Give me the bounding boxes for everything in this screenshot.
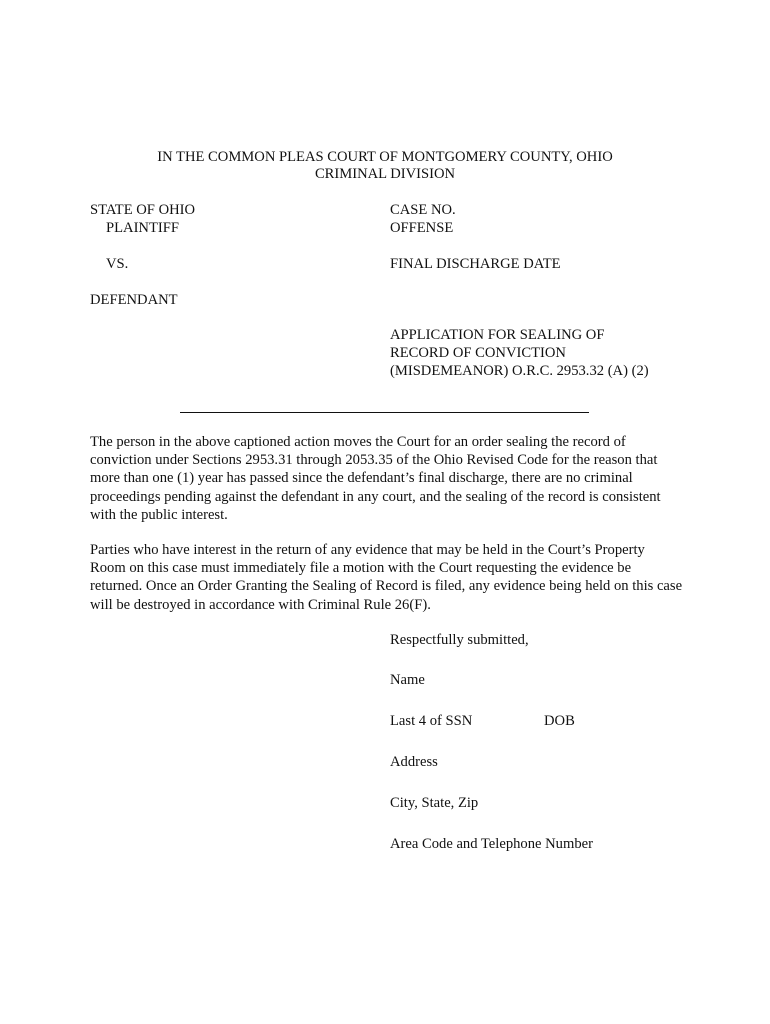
telephone-field-label: Area Code and Telephone Number bbox=[390, 836, 593, 852]
offense-label: OFFENSE bbox=[390, 220, 454, 236]
application-title-line-3: (MISDEMEANOR) O.R.C. 2953.32 (A) (2) bbox=[390, 363, 649, 379]
defendant-label: DEFENDANT bbox=[90, 292, 178, 308]
case-number-label: CASE NO. bbox=[390, 202, 456, 218]
address-field-label: Address bbox=[390, 754, 438, 770]
respectfully-submitted-text: Respectfully submitted, bbox=[390, 632, 529, 648]
motion-paragraph: The person in the above captioned action moves the Court for an order sealing the record of conviction under Sections 2953.31 through 2053.35 of the Ohio Revised Code for the reason that more than one (1) year has passed since the defendant’s final discharge, there are no criminal proceedings pending against the defendant in any court, and the sealing of the record is consistent with the public interest. bbox=[90, 434, 661, 523]
caption-divider-line bbox=[180, 412, 589, 413]
division-line: CRIMINAL DIVISION bbox=[314, 166, 456, 182]
dob-field-label: DOB bbox=[544, 713, 575, 729]
city-state-zip-field-label: City, State, Zip bbox=[390, 795, 479, 811]
versus-label: VS. bbox=[106, 256, 129, 272]
state-of-ohio-label: STATE OF OHIO bbox=[90, 202, 196, 218]
application-title-line-1: APPLICATION FOR SEALING OF bbox=[390, 327, 605, 343]
court-name-line: IN THE COMMON PLEAS COURT OF MONTGOMERY COUNTY, OHIO bbox=[157, 149, 613, 165]
evidence-notice-paragraph: Parties who have interest in the return of any evidence that may be held in the Court’s Property Room on this case must immediately file a motion with the Court requesting the evidence be returned. Once an Order Granting the Sealing of Record is filed, any evidence being held on this case will be destroyed in accordance with Criminal Rule 26(F). bbox=[90, 542, 683, 613]
application-title-line-2: RECORD OF CONVICTION bbox=[390, 345, 566, 361]
ssn-field-label: Last 4 of SSN bbox=[390, 713, 473, 729]
name-field-label: Name bbox=[390, 672, 425, 688]
final-discharge-date-label: FINAL DISCHARGE DATE bbox=[390, 256, 561, 272]
plaintiff-label: PLAINTIFF bbox=[106, 220, 179, 236]
